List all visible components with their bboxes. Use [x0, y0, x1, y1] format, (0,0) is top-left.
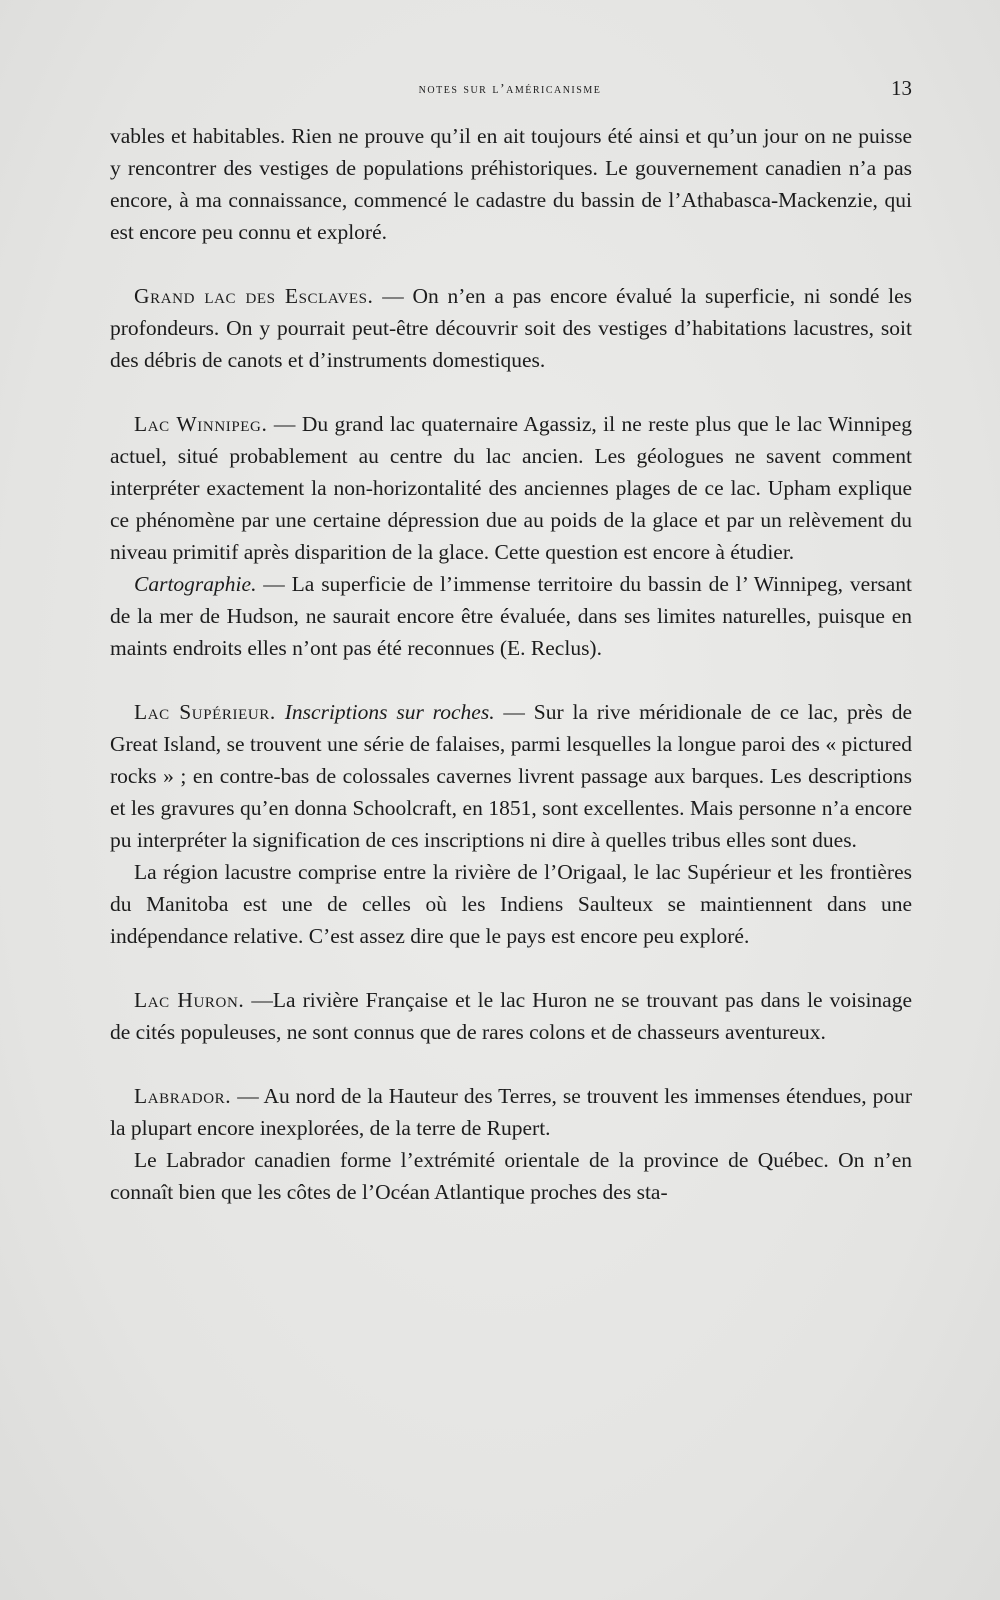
section-gap: [110, 952, 912, 984]
section-subheading-inscriptions: Inscriptions sur roches.: [284, 700, 495, 724]
paragraph-labrador: [110, 1080, 912, 1144]
paragraph-region-lacustre: La région lacustre comprise entre la rivière de l’Origaal, le lac Supérieur et les frontières du Manitoba est une de celles où les Indiens Saulteux se maintiennent dans une indépendance relative. C’est assez dire que le pays est encore peu exploré.: [110, 860, 912, 948]
running-title: notes sur l’américanisme: [418, 82, 602, 97]
section-heading-labrador: Labrador.: [134, 1084, 232, 1108]
page-number: 13: [891, 76, 912, 100]
paragraph-superieur-text: — Sur la rive méridionale de ce lac, près de Great Island, se trouvent une série de falaises, parmi lesquelles la longue paroi des « pictured rocks » ; en contre-bas de colossales cavernes livrent passage aux barques. Les descriptions et les gravures qu’en donna Schoolcraft, en 1851, sont excellentes. Mais personne n’a encore pu interpréter la signification de ces inscriptions ni dire à quelles tribus elles sont dues.: [110, 700, 913, 852]
paragraph-athabasca: vables et habitables. Rien ne prouve qu’il en ait toujours été ainsi et qu’un jour on ne puisse y rencontrer des vestiges de populations préhistoriques. Le gouvernement canadien n’a pas encore, à ma connaissance, commencé le cadastre du bassin de l’Athabasca-Mackenzie, qui est encore peu connu et exploré.: [110, 124, 912, 244]
paragraph-superieur: [110, 696, 912, 856]
paragraph-cartographie-text: — La superficie de l’immense territoire du bassin de l’ Winnipeg, versant de la mer de Hudson, ne saurait encore être évaluée, dans ses limites naturelles, puisque en maints endroits elles n’ont pas été reconnues (E. Reclus).: [110, 572, 912, 660]
paragraph-labrador-text: — Au nord de la Hauteur des Terres, se trouvent les immenses étendues, pour la plupart encore inexplorées, de la terre de Rupert.: [110, 1084, 912, 1140]
section-gap: [110, 1048, 912, 1080]
section-heading-esclaves: Grand lac des Esclaves.: [134, 284, 374, 308]
section-gap: [110, 248, 912, 280]
paragraph-labrador-canadien: Le Labrador canadien forme l’extrémité orientale de la province de Québec. On n’en connaît bien que les côtes de l’Océan Atlantique proches des sta-: [110, 1148, 912, 1204]
paragraph-esclaves: [110, 280, 912, 376]
paragraph-huron-text: —La rivière Française et le lac Huron ne se trouvant pas dans le voisinage de cités populeuses, ne sont connus que de rares colons et de chasseurs aventureux.: [110, 988, 912, 1044]
paragraph-winnipeg-text: — Du grand lac quaternaire Agassiz, il ne reste plus que le lac Winnipeg actuel, situé probablement au centre du lac ancien. Les géologues ne savent comment interpréter exactement la non-horizontalité des anciennes plages de ce lac. Upham explique ce phénomène par une certaine dépression due au poids de la glace et par un relèvement du niveau primitif après disparition de la glace. Cette question est encore à étudier.: [110, 412, 912, 564]
paragraph-cartographie: [110, 568, 912, 664]
section-heading-winnipeg: Lac Winnipeg.: [134, 412, 268, 436]
paragraph-esclaves-text: — On n’en a pas encore évalué la superficie, ni sondé les profondeurs. On y pourrait peut-être découvrir soit des vestiges d’habitations lacustres, soit des débris de canots et d’instruments domestiques.: [110, 284, 912, 372]
section-heading-superieur: Lac Supérieur.: [134, 700, 276, 724]
paragraph-huron: [110, 984, 912, 1048]
paragraph-winnipeg: [110, 408, 912, 568]
section-gap: [110, 376, 912, 408]
section-heading-cartographie: Cartographie.: [134, 572, 257, 596]
body-text: [110, 120, 912, 1208]
running-head: [110, 78, 910, 102]
section-gap: [110, 664, 912, 696]
section-heading-huron: Lac Huron.: [134, 988, 245, 1012]
